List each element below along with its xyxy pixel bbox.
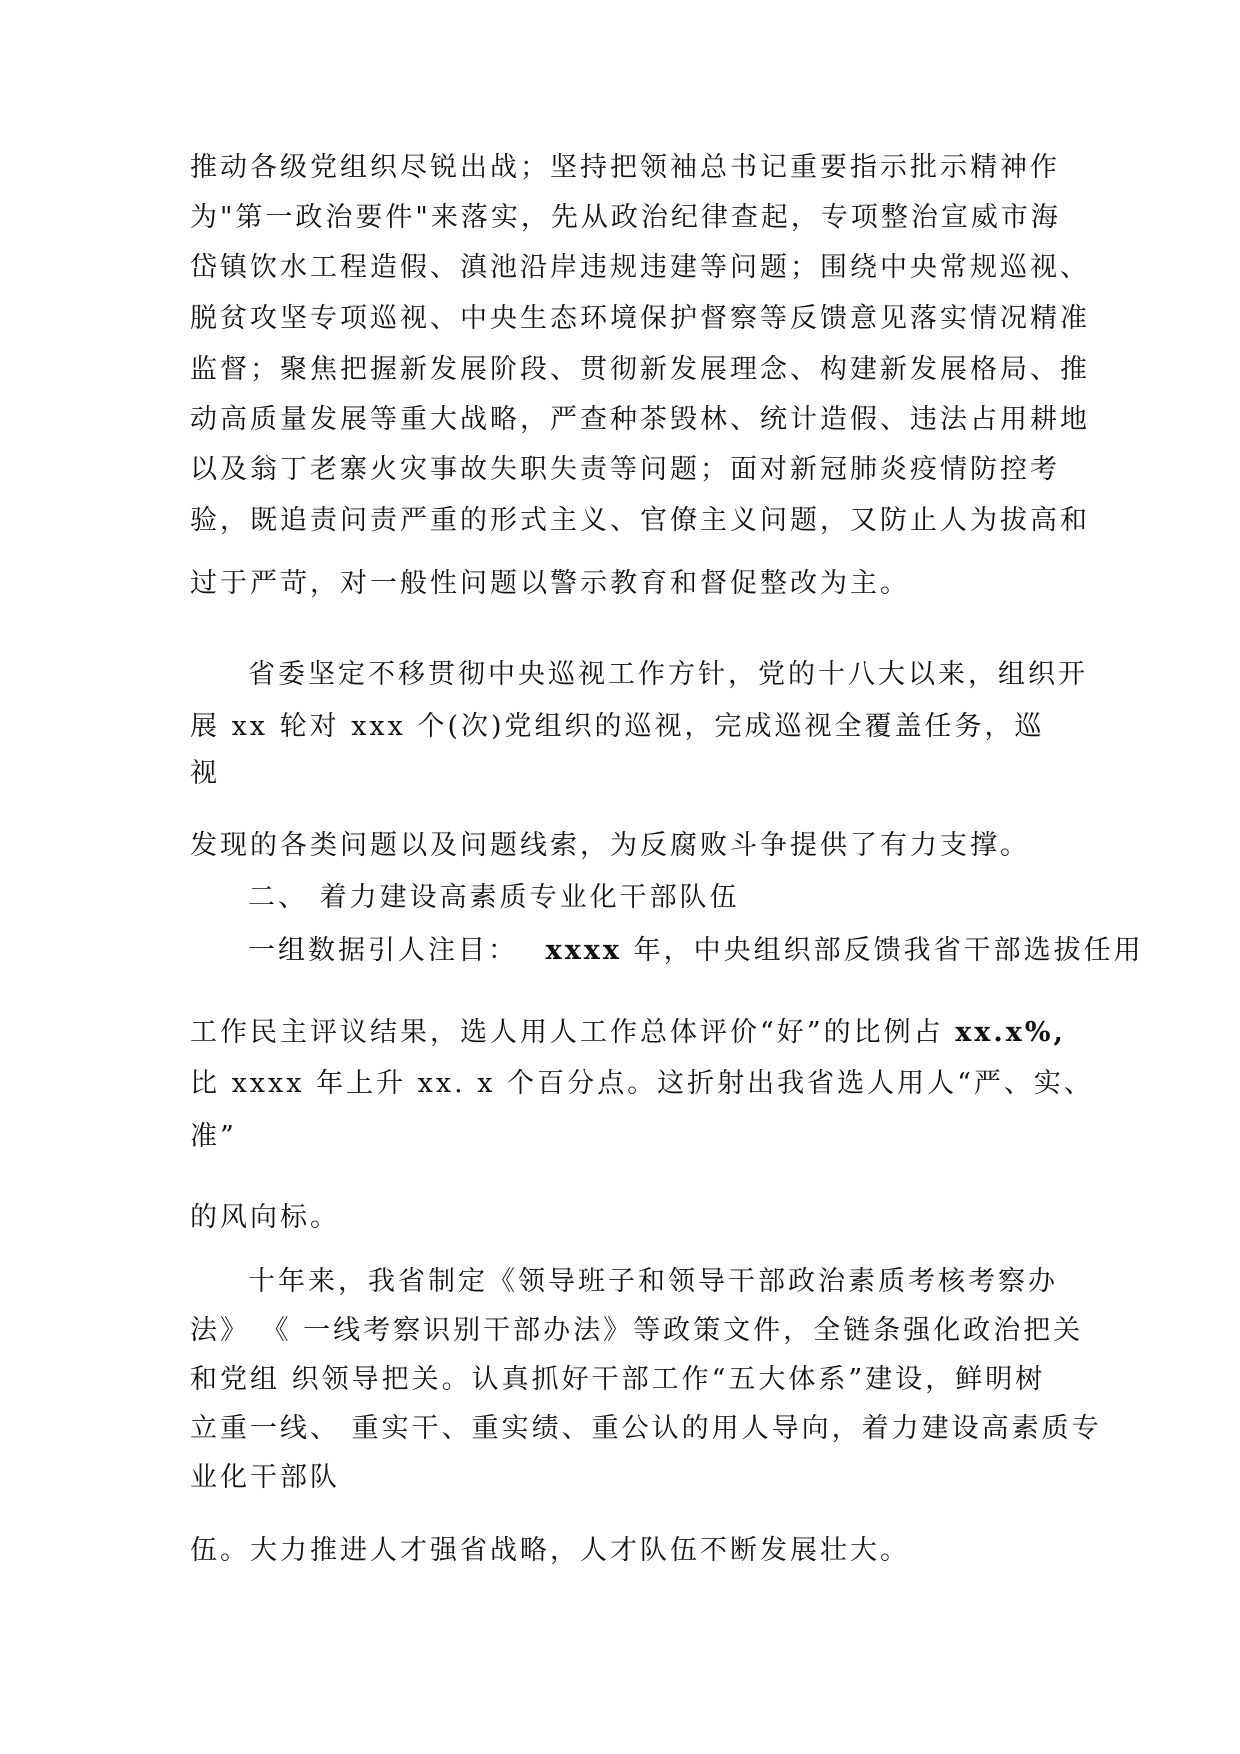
paragraph-line: 法》 《 一线考察识别干部办法》等政策文件，全链条强化政治把关 bbox=[190, 1315, 1084, 1346]
paragraph-line bbox=[190, 1016, 1066, 1050]
paragraph-text: 年，中央组织部反馈我省干部选拔任用 bbox=[633, 935, 1144, 966]
paragraph-line: 伍。大力推进人才强省战略，人才队伍不断发展壮大。 bbox=[190, 1535, 910, 1566]
paragraph-line: 视 bbox=[190, 758, 220, 789]
paragraph-line: 监督；聚焦把握新发展阶段、贯彻新发展理念、构建新发展格局、推 bbox=[190, 354, 1090, 385]
paragraph-line bbox=[248, 934, 1144, 968]
paragraph-line: 岱镇饮水工程造假、滇池沿岸违规违建等问题；围绕中央常规巡视、 bbox=[190, 252, 1090, 283]
year-placeholder: xxxx bbox=[545, 935, 622, 966]
paragraph-line: 和党组 织领导把关。认真抓好干部工作“五大体系”建设，鲜明树 bbox=[190, 1364, 1046, 1395]
paragraph-line: 过于严苛，对一般性问题以警示教育和督促整改为主。 bbox=[190, 568, 910, 599]
paragraph-line: 动高质量发展等重大战略，严查种茶毁林、统计造假、违法占用耕地 bbox=[190, 404, 1090, 435]
paragraph-line: 业化干部队 bbox=[190, 1462, 340, 1493]
paragraph-line: 以及翁丁老寨火灾事故失职失责等问题；面对新冠肺炎疫情防控考 bbox=[190, 454, 1060, 485]
paragraph-line: 展 xx 轮对 xxx 个(次)党组织的巡视，完成巡视全覆盖任务，巡 bbox=[190, 711, 1045, 742]
percentage-placeholder: xx.x%, bbox=[955, 1017, 1066, 1048]
paragraph-line: 省委坚定不移贯彻中央巡视工作方针，党的十八大以来，组织开 bbox=[248, 659, 1088, 690]
paragraph-line: 的风向标。 bbox=[190, 1202, 340, 1233]
paragraph-line: 发现的各类问题以及问题线索，为反腐败斗争提供了有力支撑。 bbox=[190, 830, 1030, 861]
paragraph-line: 比 xxxx 年上升 xx. x 个百分点。这折射出我省选人用人“严、实、 bbox=[190, 1068, 1094, 1099]
paragraph-line: 十年来，我省制定《领导班子和领导干部政治素质考核考察办 bbox=[248, 1266, 1058, 1297]
paragraph-text: 一组数据引人注目： bbox=[248, 935, 518, 966]
paragraph-line: 验，既追责问责严重的形式主义、官僚主义问题，又防止人为拔高和 bbox=[190, 505, 1090, 536]
section-heading: 二、 着力建设高素质专业化干部队伍 bbox=[248, 882, 740, 913]
paragraph-text: 工作民主评议结果，选人用人工作总体评价“好”的比例占 bbox=[190, 1017, 944, 1048]
paragraph-line: 为"第一政治要件"来落实，先从政治纪律查起，专项整治宣威市海 bbox=[190, 202, 1061, 233]
paragraph-line: 脱贫攻坚专项巡视、中央生态环境保护督察等反馈意见落实情况精准 bbox=[190, 303, 1090, 334]
paragraph-line: 准” bbox=[190, 1121, 237, 1152]
paragraph-line: 立重一线、 重实干、重实绩、重公认的用人导向，着力建设高素质专 bbox=[190, 1413, 1102, 1444]
paragraph-line: 推动各级党组织尽锐出战；坚持把领袖总书记重要指示批示精神作 bbox=[190, 152, 1060, 183]
